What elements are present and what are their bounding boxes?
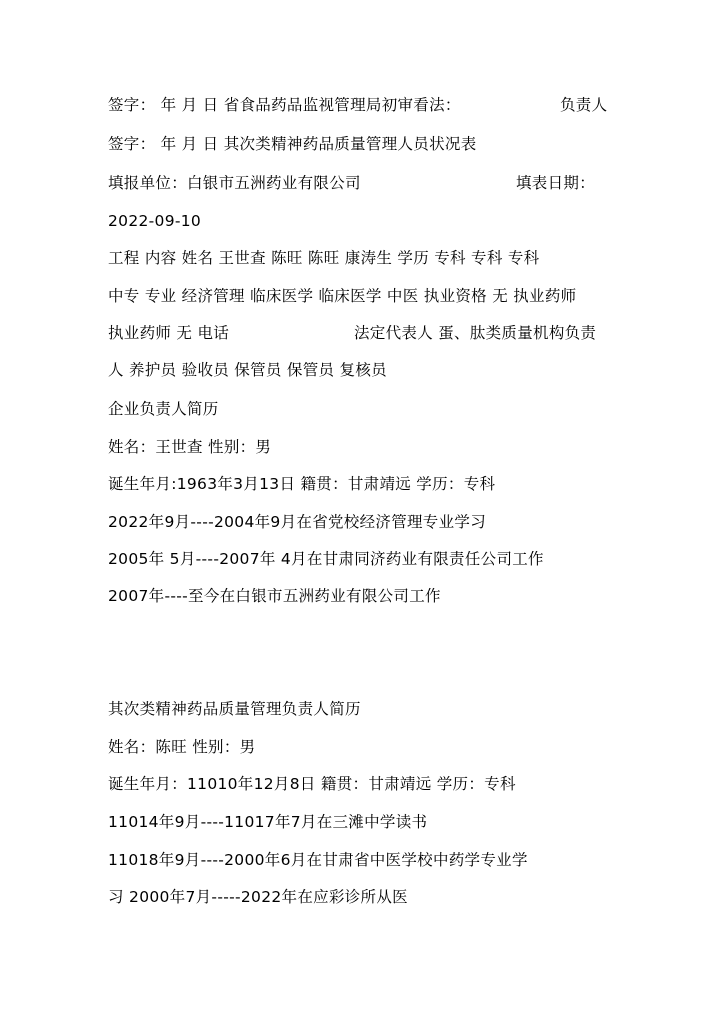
text-line-11: [108, 474, 614, 494]
text-line-9: [108, 399, 614, 419]
table-row-text: 执业药师 无 电话: [108, 324, 230, 342]
resume-birth-info: 诞生年月:1963年3月13日 籍贯：甘肃靖远 学历：专科: [108, 475, 496, 493]
text-line-14: [108, 586, 614, 606]
reporting-unit-text: 填报单位：白银市五洲药业有限公司: [108, 174, 361, 192]
text-line-15: [108, 699, 614, 719]
resume-name-gender: 姓名：王世查 性别：男: [108, 438, 272, 456]
table-row-text-right: 法定代表人 蛋、肽类质量机构负责: [354, 324, 597, 342]
resume-birth-info: 诞生年月：11010年12月8日 籍贯：甘肃靖远 学历：专科: [108, 775, 516, 793]
section-heading: 其次类精神药品质量管理负责人简历: [108, 700, 361, 718]
text-line-19: [108, 850, 614, 870]
text-line-16: [108, 737, 614, 757]
text-line-4: [108, 211, 614, 231]
text-line-13: [108, 549, 614, 569]
fill-date-value: 2022-09-10: [108, 212, 202, 230]
text-line-20: [108, 887, 614, 907]
signature-approval-text: 签字： 年 月 日 省食品药品监视管理局初审看法：: [108, 96, 461, 114]
text-line-17: [108, 774, 614, 794]
text-line-10: [108, 437, 614, 457]
resume-entry: 2005年 5月----2007年 4月在甘肃同济药业有限责任公司工作: [108, 550, 544, 568]
table-row-text: 中专 专业 经济管理 临床医学 临床医学 中医 执业资格 无 执业药师: [108, 287, 577, 305]
table-header-text: 工程 内容 姓名 王世查 陈旺 陈旺 康涛生 学历 专科 专科 专科: [108, 249, 540, 267]
fill-date-label: 填表日期：: [516, 174, 596, 192]
text-line-7: [108, 323, 614, 343]
text-line-5: [108, 248, 614, 268]
resume-name-gender: 姓名：陈旺 性别：男: [108, 738, 256, 756]
text-line-3: [108, 173, 614, 193]
text-line-12: [108, 512, 614, 532]
text-line-1: [108, 95, 614, 115]
section-heading: 企业负责人简历: [108, 400, 219, 418]
text-line-6: [108, 286, 614, 306]
text-line-18: [108, 812, 614, 832]
resume-entry: 2022年9月----2004年9月在省党校经济管理专业学习: [108, 513, 486, 531]
resume-entry: 11014年9月----11017年7月在三滩中学读书: [108, 813, 428, 831]
text-line-2: [108, 134, 614, 154]
resume-entry: 2007年----至今在白银市五洲药业有限公司工作: [108, 587, 441, 605]
resume-entry: 11018年9月----2000年6月在甘肃省中医学校中药学专业学: [108, 851, 528, 869]
form-title-text: 签字： 年 月 日 其次类精神药品质量管理人员状况表: [108, 135, 477, 153]
table-row-text: 人 养护员 验收员 保管员 保管员 复核员: [108, 361, 387, 379]
responsible-person-label: 负责人: [560, 96, 608, 114]
resume-entry: 习 2000年7月-----2022年在应彩诊所从医: [108, 888, 408, 906]
text-line-8: [108, 360, 614, 380]
